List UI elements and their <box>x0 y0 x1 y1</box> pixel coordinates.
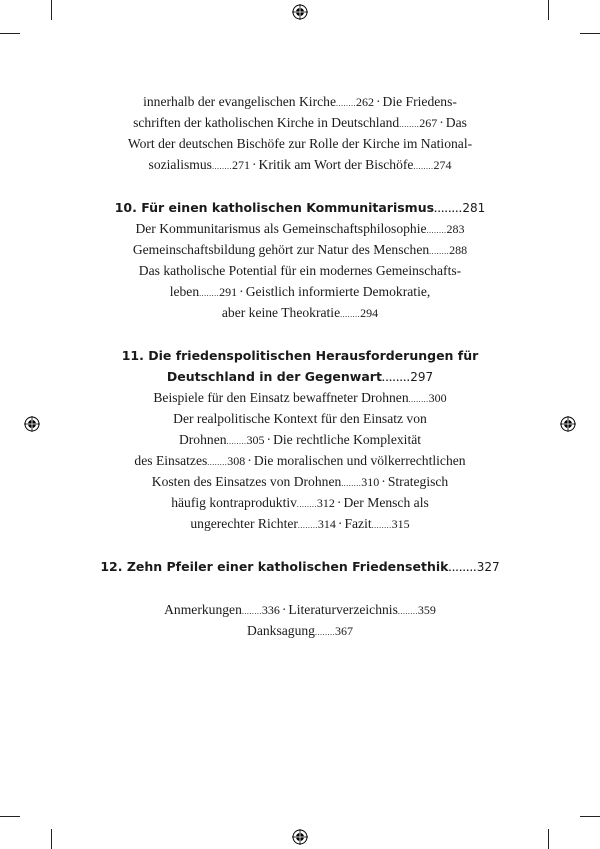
toc-entry-title: Der Mensch als <box>343 495 429 510</box>
toc-line <box>0 450 600 471</box>
toc-entry-title: Fazit <box>344 516 372 531</box>
leader-dots: ........ <box>199 289 220 298</box>
toc-line <box>0 513 600 534</box>
separator-dot: · <box>251 157 257 172</box>
toc-entry-title: Die rechtliche Komplexität <box>273 432 422 447</box>
toc-line <box>0 387 600 408</box>
toc-entry-title: Kritik am Wort der Bischöfe <box>258 157 414 172</box>
separator-dot: · <box>336 495 342 510</box>
toc-entry-title: schriften der katholischen Kirche in Deutschland <box>133 115 400 130</box>
leader-dots: ........ <box>397 607 418 616</box>
crop-mark <box>51 829 52 849</box>
separator-dot: · <box>281 602 287 617</box>
page-number: 267 <box>419 116 438 130</box>
toc-entry-title: Die moralischen und völkerrechtlichen <box>253 453 466 468</box>
toc-entry-title: Beispiele für den Einsatz bewaffneter Drohnen <box>153 390 409 405</box>
registration-mark-icon <box>292 4 308 20</box>
page-number: 312 <box>316 496 335 510</box>
leader-dots: ........ <box>296 500 317 509</box>
toc-line <box>0 154 600 175</box>
toc-entry-title: aber keine Theokratie <box>221 305 341 320</box>
page-number: 314 <box>317 517 336 531</box>
leader-dots: ........ <box>335 99 356 108</box>
separator-dot: · <box>266 432 272 447</box>
chapter-11-entries <box>0 387 600 534</box>
leader-dots: ........ <box>211 162 232 171</box>
leader-dots: ........ <box>413 162 434 171</box>
toc-entry-title: ungerechter Richter <box>190 516 298 531</box>
toc-entry-title: Wort der deutschen Bischöfe zur Rolle der Kirche im National- <box>127 136 473 151</box>
toc-entry-title: Das katholische Potential für ein modernes Gemeinschafts- <box>138 263 462 278</box>
separator-dot: · <box>239 284 244 299</box>
crop-mark <box>0 33 20 34</box>
page-number: 283 <box>446 222 465 236</box>
page-number: 315 <box>391 517 410 531</box>
toc-entry-title: sozialismus <box>148 157 212 172</box>
toc-line <box>0 281 600 302</box>
leader-dots: ........ <box>371 521 392 530</box>
separator-dot: · <box>337 516 343 531</box>
crop-mark <box>0 816 20 817</box>
toc-entry-title: leben <box>169 284 200 299</box>
page-number: 294 <box>360 306 379 320</box>
toc-entry-title: Der Kommunitarismus als Gemeinschaftsphilosophie <box>135 221 427 236</box>
toc-entry-title: Kosten des Einsatzes von Drohnen <box>151 474 342 489</box>
toc-entry-title: Literaturverzeichnis <box>288 602 398 617</box>
page-number: 305 <box>246 433 265 447</box>
table-of-contents <box>0 91 600 641</box>
separator-dot: · <box>381 474 386 489</box>
toc-entry-title: Gemeinschaftsbildung gehört zur Natur des Menschen <box>132 242 430 257</box>
toc-line <box>0 218 600 239</box>
leader-dots: ........ <box>241 607 262 616</box>
toc-entry-title: innerhalb der evangelischen Kirche <box>143 94 336 109</box>
page-number: 308 <box>227 454 246 468</box>
toc-entry-title: des Einsatzes <box>134 453 208 468</box>
toc-line <box>0 429 600 450</box>
toc-entry-title: Geistlich informierte Demokratie, <box>245 284 431 299</box>
toc-line <box>0 492 600 513</box>
page-number: 300 <box>428 391 447 405</box>
separator-dot: · <box>375 94 381 109</box>
leader-dots: ........ <box>429 247 450 256</box>
page-number: 271 <box>231 158 250 172</box>
toc-line <box>0 620 600 641</box>
toc-line <box>0 91 600 112</box>
page-number: 367 <box>334 624 353 638</box>
separator-dot: · <box>247 453 252 468</box>
page-number: 262 <box>355 95 374 109</box>
leader-dots: ........ <box>207 458 228 467</box>
chapter-11-heading-cont: Deutschland in der Gegenwart........297 <box>166 369 434 384</box>
toc-line <box>0 239 600 260</box>
crop-mark <box>548 0 549 20</box>
pre-section <box>0 91 600 175</box>
leader-dots: ........ <box>408 395 429 404</box>
chapter-10-entries <box>0 218 600 323</box>
toc-entry-title: häufig kontraproduktiv <box>171 495 297 510</box>
toc-line <box>0 599 600 620</box>
toc-line <box>0 260 600 281</box>
toc-entry-title: Die Friedens- <box>382 94 457 109</box>
toc-entry-title: Strategisch <box>387 474 449 489</box>
page-number: 359 <box>417 603 436 617</box>
toc-line <box>0 133 600 154</box>
page-number: 274 <box>433 158 452 172</box>
chapter-12-heading: 12. Zehn Pfeiler einer katholischen Friedensethik........327 <box>100 559 500 574</box>
chapter-11-heading: 11. Die friedenspolitischen Herausforderungen für <box>121 348 479 363</box>
crop-mark <box>580 816 600 817</box>
crop-mark <box>548 829 549 849</box>
leader-dots: ........ <box>297 521 318 530</box>
page-number: 288 <box>449 243 468 257</box>
crop-mark <box>580 33 600 34</box>
leader-dots: ........ <box>340 310 361 319</box>
chapter-10-heading: 10. Für einen katholischen Kommunitarismus........281 <box>114 200 486 215</box>
leader-dots: ........ <box>399 120 420 129</box>
toc-entry-title: Danksagung <box>247 623 315 638</box>
leader-dots: ........ <box>226 437 247 446</box>
registration-mark-icon <box>292 829 308 845</box>
page-number: 310 <box>361 475 380 489</box>
toc-entry-title: Der realpolitische Kontext für den Einsatz von <box>173 411 427 426</box>
toc-line <box>0 302 600 323</box>
toc-entry-title: Drohnen <box>178 432 227 447</box>
toc-entry-title: Anmerkungen <box>164 602 242 617</box>
back-matter <box>0 599 600 641</box>
leader-dots: ........ <box>426 226 447 235</box>
leader-dots: ........ <box>314 628 335 637</box>
toc-entry-title: Das <box>445 115 467 130</box>
toc-line <box>0 471 600 492</box>
page-number: 336 <box>261 603 280 617</box>
leader-dots: ........ <box>341 479 362 488</box>
separator-dot: · <box>439 115 444 130</box>
toc-line <box>0 112 600 133</box>
toc-line <box>0 408 600 429</box>
page-number: 291 <box>219 285 238 299</box>
crop-mark <box>51 0 52 20</box>
